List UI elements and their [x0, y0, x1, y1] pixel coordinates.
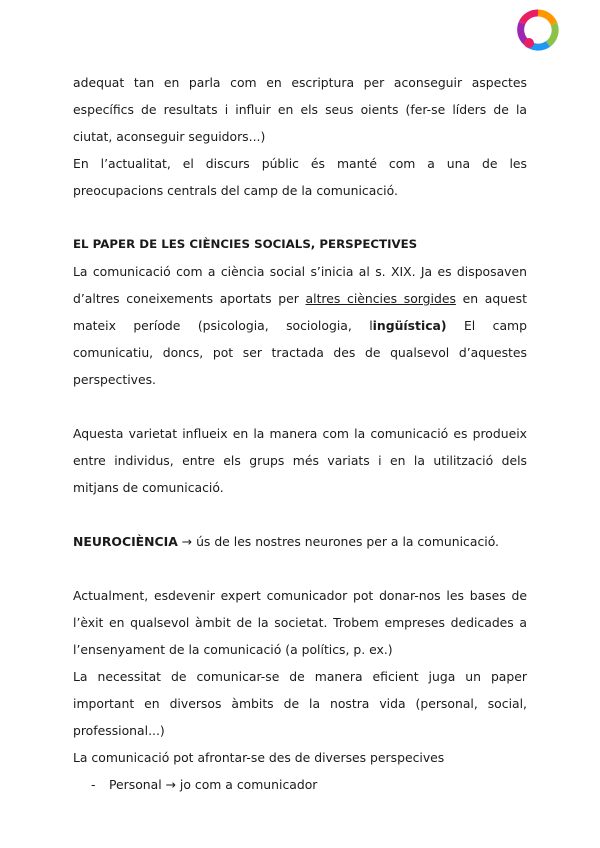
paragraph-public-discourse: En l’actualitat, el discurs públic és manté com a una de les preocupacions centrals del camp de la comunicació.: [73, 156, 527, 198]
document-page: [73, 69, 527, 798]
neuroscience-term: NEUROCIÈNCIA: [73, 534, 178, 549]
paragraph-social-science: La comunicació com a ciència social s’inicia al s. XIX. Ja es disposaven d’altres coneixements aportats per altres ciències sorgides en aquest mateix període (psicologia, sociologia, lingüística) El camp comunicatiu, doncs, pot ser tractada des de qualsevol d’aquestes perspectives.: [73, 264, 527, 387]
underlined-phrase: altres ciències sorgides: [305, 291, 456, 306]
paragraph-efficient-communication: La necessitat de comunicar-se de manera eficient juga un paper important en diversos àmbits de la nostra vida (personal, social, professional...): [73, 669, 527, 738]
paragraph-expert-communicator: Actualment, esdevenir expert comunicador pot donar-nos les bases de l’èxit en qualsevol àmbit de la societat. Trobem empreses dedicades a l’ensenyament de la comunicació (a polítics, p. ex.): [73, 588, 527, 657]
section-heading-social-sciences: EL PAPER DE LES CIÈNCIES SOCIALS, PERSPECTIVES: [73, 237, 418, 251]
colorful-ring-chat-logo-icon: [517, 9, 559, 51]
logo: [517, 9, 559, 51]
bold-phrase: ingüística): [372, 318, 447, 333]
paragraph-perspectives: La comunicació pot afrontar-se des de diverses perspecives: [73, 750, 445, 765]
list-item: - Personal → jo com a comunicador: [91, 777, 318, 792]
paragraph-neuroscience: NEUROCIÈNCIA → ús de les nostres neurones per a la comunicació.: [73, 534, 499, 549]
paragraph-variety: Aquesta varietat influeix en la manera com la comunicació es produeix entre individus, entre els grups més variats i en la utilització dels mitjans de comunicació.: [73, 426, 527, 495]
paragraph-discourse-intro: adequat tan en parla com en escriptura per aconseguir aspectes específics de resultats i influir en els seus oients (fer-se líders de la ciutat, aconseguir seguidors...): [73, 75, 527, 144]
